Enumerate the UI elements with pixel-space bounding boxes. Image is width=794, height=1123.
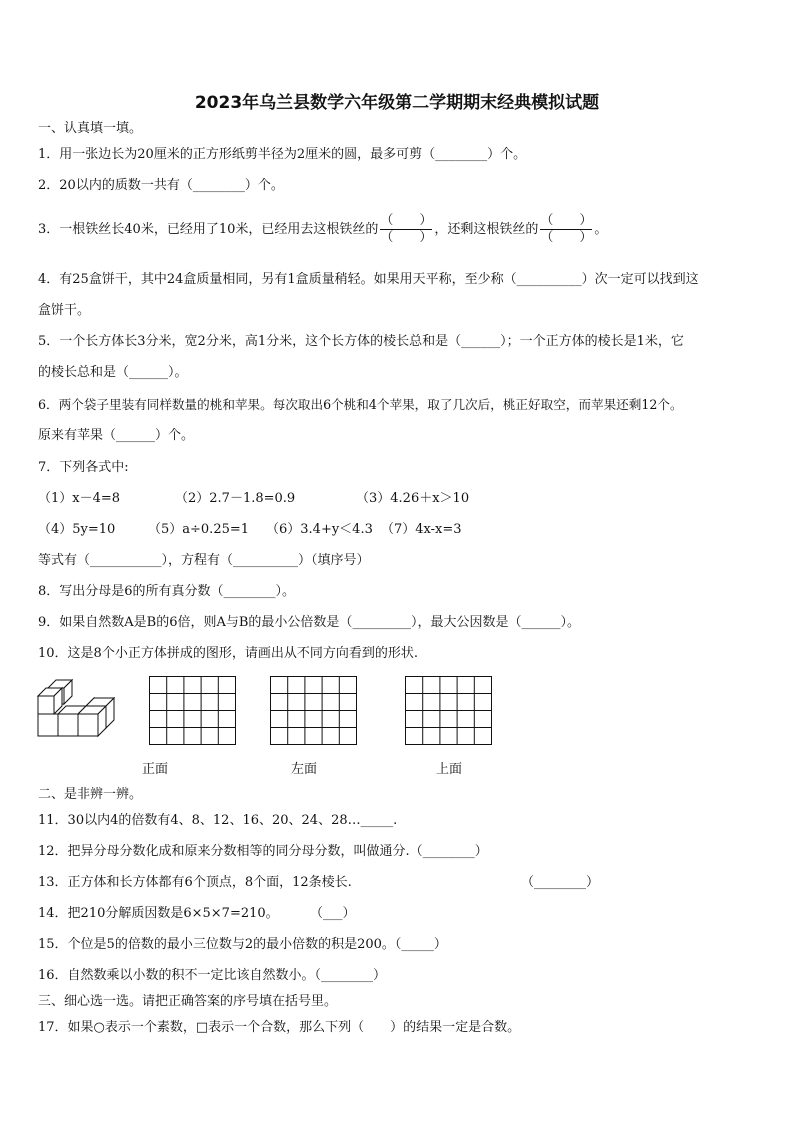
question-14: 14．把210分解质因数是6×5×7=210。: [38, 906, 279, 921]
answer-blank[interactable]: _________: [352, 615, 411, 630]
question-13-answer: （________）: [521, 875, 600, 890]
question-5-line-2: 的棱长总和是（______）。: [38, 365, 188, 380]
grid-top-view[interactable]: [405, 676, 493, 746]
question-7: 7．下列各式中:: [38, 460, 129, 475]
answer-blank[interactable]: ________: [435, 147, 488, 162]
question-17: 17．如果○表示一个素数，□表示一个合数，那么下列（ ）的结果一定是合数。: [38, 1020, 521, 1035]
answer-blank[interactable]: _____: [401, 937, 434, 952]
question-13: 13．正方体和长方体都有6个顶点，8个面，12条棱长.: [38, 875, 352, 890]
question-text: 3．一根铁丝长40米，已经用了10米，已经用去这根铁丝的: [38, 222, 379, 237]
question-text: 11．30以内4的倍数有4、8、12、16、20、24、28…: [38, 813, 361, 828]
answer-blank[interactable]: ___________: [90, 553, 162, 568]
question-16: 16．自然数乘以小数的积不一定比该自然数小。（________）: [38, 968, 387, 983]
question-15: 15．个位是5的倍数的最小三位数与2的最小倍数的积是200。（_____）: [38, 937, 447, 952]
equation-item: （5）a÷0.25=1: [148, 522, 250, 537]
cube-front-face: [38, 714, 58, 736]
answer-blank[interactable]: ______: [521, 615, 561, 630]
question-4: 4．有25盒饼干，其中24盒质量相同，另有1盒质量稍轻。如果用天平称，至少称（__________）次一定可以找到这: [38, 272, 699, 287]
section-heading-3: 三、细心选一选。请把正确答案的序号填在括号里。: [38, 994, 338, 1009]
answer-blank[interactable]: ______: [116, 428, 156, 443]
answer-blank[interactable]: ______: [129, 365, 169, 380]
answer-blank[interactable]: __________: [233, 553, 299, 568]
question-text: 1．用一张边长为20厘米的正方形纸剪半径为2厘米的圆，最多可剪（: [38, 147, 436, 162]
cube-front-face: [58, 714, 78, 736]
grid-front-view[interactable]: [149, 676, 237, 746]
answer-blank[interactable]: ________: [223, 584, 276, 599]
question-12: 12．把异分母分数化成和原来分数相等的同分母分数，叫做通分.（________）: [38, 844, 488, 859]
question-4-line-2: 盒饼干。: [38, 303, 91, 318]
grid-left-view[interactable]: [270, 676, 358, 746]
question-3: 3．一根铁丝长40米，已经用了10米，已经用去这根铁丝的 $\frac{( )}{( )}$ ，还剩这根铁丝的 $\frac{( )}{( )}$ 。: [38, 213, 608, 245]
question-8: 8．写出分母是6的所有真分数（________）。: [38, 584, 296, 599]
cube-figure: [36, 678, 120, 740]
fraction-answer-2[interactable]: $\frac{( )}{( )}$: [540, 213, 593, 245]
caption-front: 正面: [142, 762, 169, 777]
question-text: 8．写出分母是6的所有真分数（: [38, 584, 224, 599]
answer-blank[interactable]: _____: [360, 813, 394, 828]
question-11: 11．30以内4的倍数有4、8、12、16、20、24、28…_____.: [38, 813, 398, 828]
equation-item: （6）3.4+y＜4.3: [266, 522, 373, 537]
answer-blank[interactable]: ________: [534, 875, 587, 890]
answer-blank[interactable]: ___: [323, 906, 343, 921]
question-2: 2．20以内的质数一共有（________）个。: [38, 178, 284, 193]
question-text: 2．20以内的质数一共有（: [38, 178, 193, 193]
question-text: 5．一个长方体长3分米，宽2分米，高1分米，这个长方体的棱长总和是（: [38, 334, 462, 349]
question-14-answer: （___）: [310, 906, 356, 921]
cube-front-face: [78, 714, 98, 736]
section-heading-2: 二、是非辨一辨。: [38, 787, 143, 802]
question-text: 12．把异分母分数化成和原来分数相等的同分母分数，叫做通分.（: [38, 844, 423, 859]
question-text: 16．自然数乘以小数的积不一定比该自然数小。（: [38, 968, 322, 983]
answer-blank[interactable]: ________: [192, 178, 245, 193]
equation-item: （1）x－4=8: [38, 491, 121, 506]
question-6-line-2: 原来有苹果（______）个。: [38, 428, 195, 443]
question-1: 1．用一张边长为20厘米的正方形纸剪半径为2厘米的圆，最多可剪（________）个。: [38, 147, 527, 162]
equation-item: （7）4x-x=3: [381, 522, 462, 537]
caption-left: 左面: [291, 762, 318, 777]
caption-top: 上面: [436, 762, 463, 777]
cube-front-face: [38, 696, 54, 714]
question-text: 4．有25盒饼干，其中24盒质量相同，另有1盒质量稍轻。如果用天平称，至少称（: [38, 272, 517, 287]
question-10: 10．这是8个小正方体拼成的图形，请画出从不同方向看到的形状.: [38, 646, 418, 661]
fraction-answer-1[interactable]: $\frac{( )}{( )}$: [380, 213, 433, 245]
question-7-answer: 等式有（___________），方程有（__________）（填序号）: [38, 553, 370, 568]
question-9: 9．如果自然数A是B的6倍，则A与B的最小公倍数是（_________），最大公因数是（______）。: [38, 615, 580, 630]
question-text: 15．个位是5的倍数的最小三位数与2的最小倍数的积是200。（: [38, 937, 402, 952]
answer-blank[interactable]: ________: [422, 844, 475, 859]
page-title: 2023年乌兰县数学六年级第二学期期末经典模拟试题: [194, 93, 600, 113]
equation-item: （2）2.7－1.8=0.9: [175, 491, 296, 506]
answer-blank[interactable]: ______: [461, 334, 501, 349]
equation-item: （4）5y=10: [38, 522, 116, 537]
section-heading-1: 一、认真填一填。: [38, 121, 143, 136]
answer-blank[interactable]: __________: [516, 272, 582, 287]
question-5: 5．一个长方体长3分米，宽2分米，高1分米，这个长方体的棱长总和是（______）；一个正方体的棱长是1米，它: [38, 334, 684, 349]
question-text: 9．如果自然数A是B的6倍，则A与B的最小公倍数是（: [38, 615, 353, 630]
equation-item: （3）4.26＋x＞10: [356, 491, 470, 506]
answer-blank[interactable]: ________: [321, 968, 374, 983]
question-6: 6．两个袋子里装有同样数量的桃和苹果。每次取出6个桃和4个苹果，取了几次后，桃正好取空，而苹果还剩12个。: [38, 397, 683, 412]
